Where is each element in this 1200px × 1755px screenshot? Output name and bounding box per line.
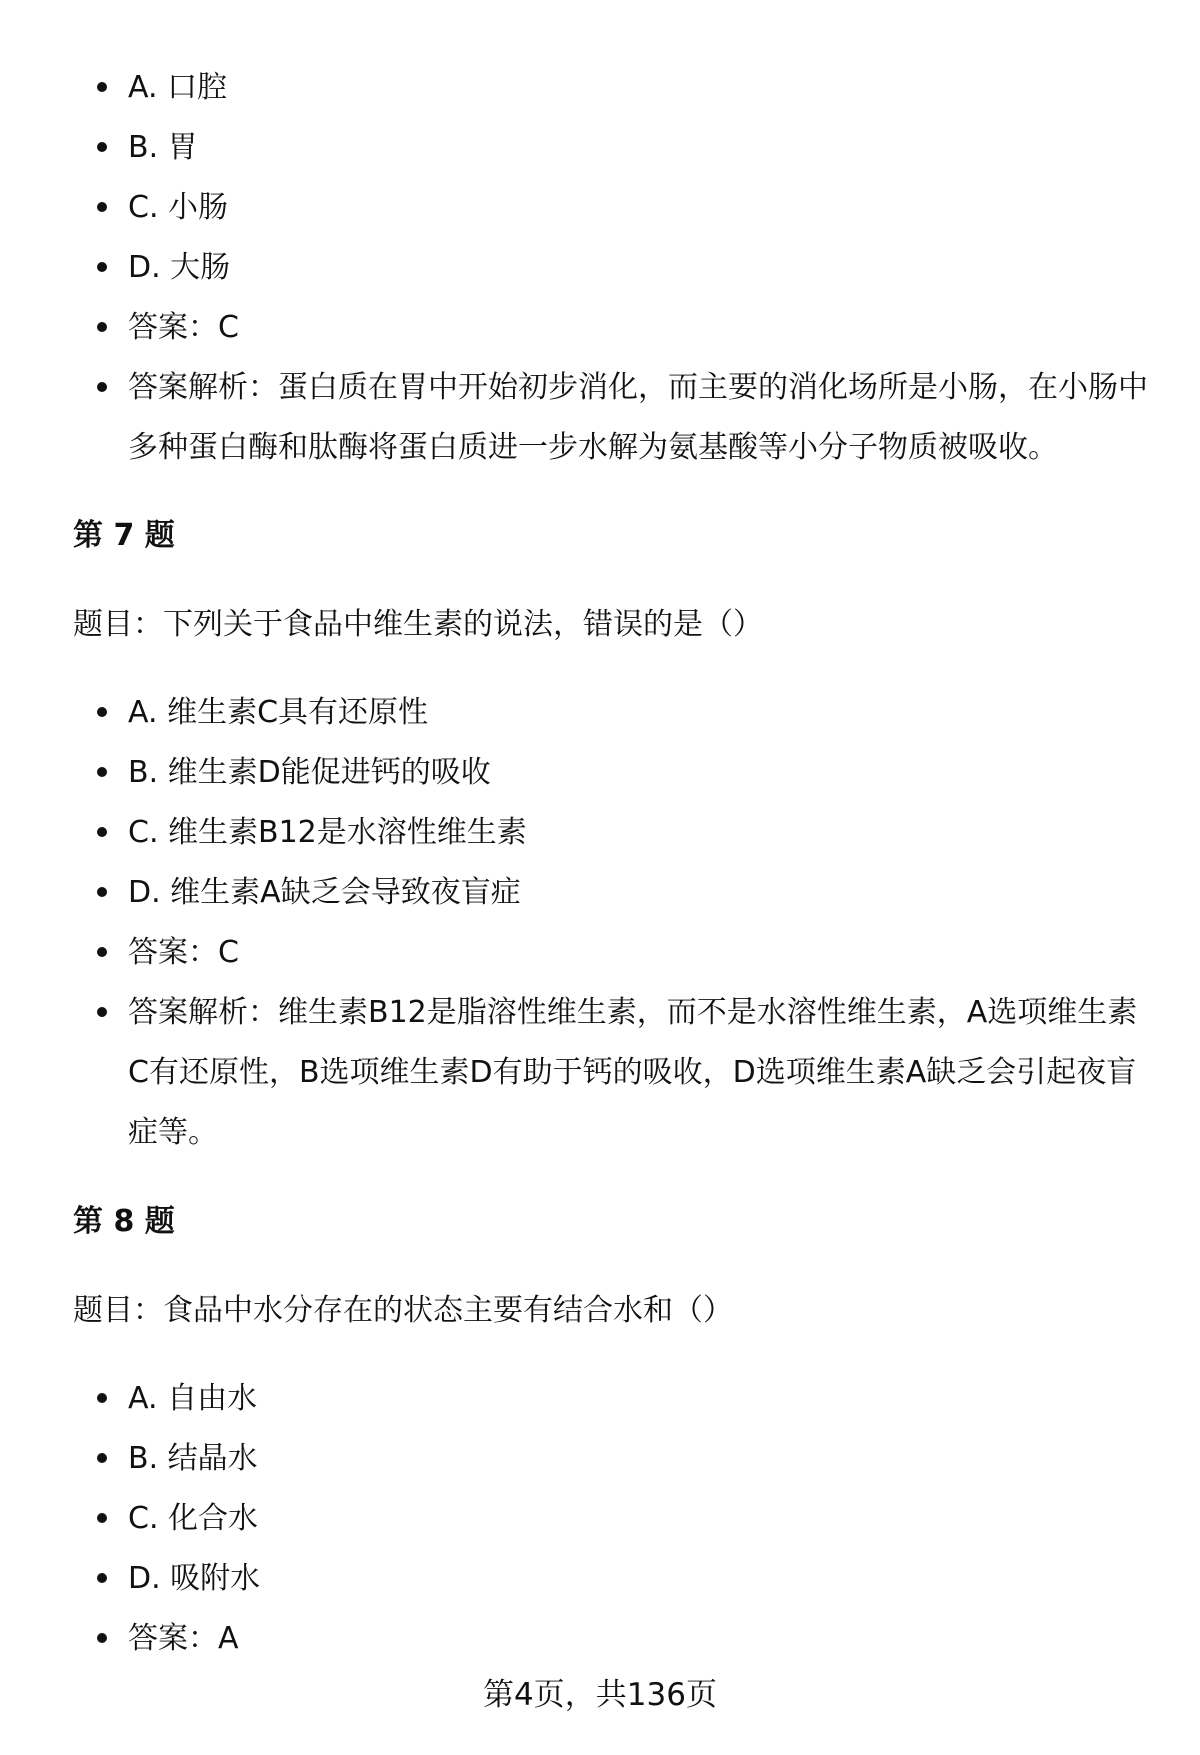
question-7-options-list — [0, 683, 1200, 1163]
option-c: C. 化合水 — [0, 1489, 1200, 1549]
question-8-text: 题目：食品中水分存在的状态主要有结合水和（） — [73, 1293, 733, 1328]
answer-explanation: 答案解析：蛋白质在胃中开始初步消化，而主要的消化场所是小肠，在小肠中多种蛋白酶和肽酶将蛋白质进一步水解为氨基酸等小分子物质被吸收。 — [0, 358, 1200, 478]
option-b: B. 胃 — [0, 118, 1200, 178]
question-8-heading: 第 8 题 — [73, 1204, 175, 1239]
answer: 答案：A — [0, 1609, 1200, 1669]
question-7-text: 题目：下列关于食品中维生素的说法，错误的是（） — [73, 607, 763, 642]
option-d: D. 吸附水 — [0, 1549, 1200, 1609]
question-7-heading: 第 7 题 — [73, 518, 175, 553]
option-b: B. 结晶水 — [0, 1429, 1200, 1489]
option-a: A. 口腔 — [0, 58, 1200, 118]
answer-explanation: 答案解析：维生素B12是脂溶性维生素，而不是水溶性维生素，A选项维生素C有还原性，B选项维生素D有助于钙的吸收，D选项维生素A缺乏会引起夜盲症等。 — [0, 983, 1200, 1163]
option-d: D. 维生素A缺乏会导致夜盲症 — [0, 863, 1200, 923]
question-8-options-list — [0, 1369, 1200, 1669]
option-a: A. 自由水 — [0, 1369, 1200, 1429]
option-b: B. 维生素D能促进钙的吸收 — [0, 743, 1200, 803]
option-a: A. 维生素C具有还原性 — [0, 683, 1200, 743]
answer: 答案：C — [0, 298, 1200, 358]
page-number-footer: 第4页，共136页 — [483, 1677, 717, 1713]
option-c: C. 小肠 — [0, 178, 1200, 238]
question-6-options-list — [0, 58, 1200, 478]
option-c: C. 维生素B12是水溶性维生素 — [0, 803, 1200, 863]
answer: 答案：C — [0, 923, 1200, 983]
option-d: D. 大肠 — [0, 238, 1200, 298]
